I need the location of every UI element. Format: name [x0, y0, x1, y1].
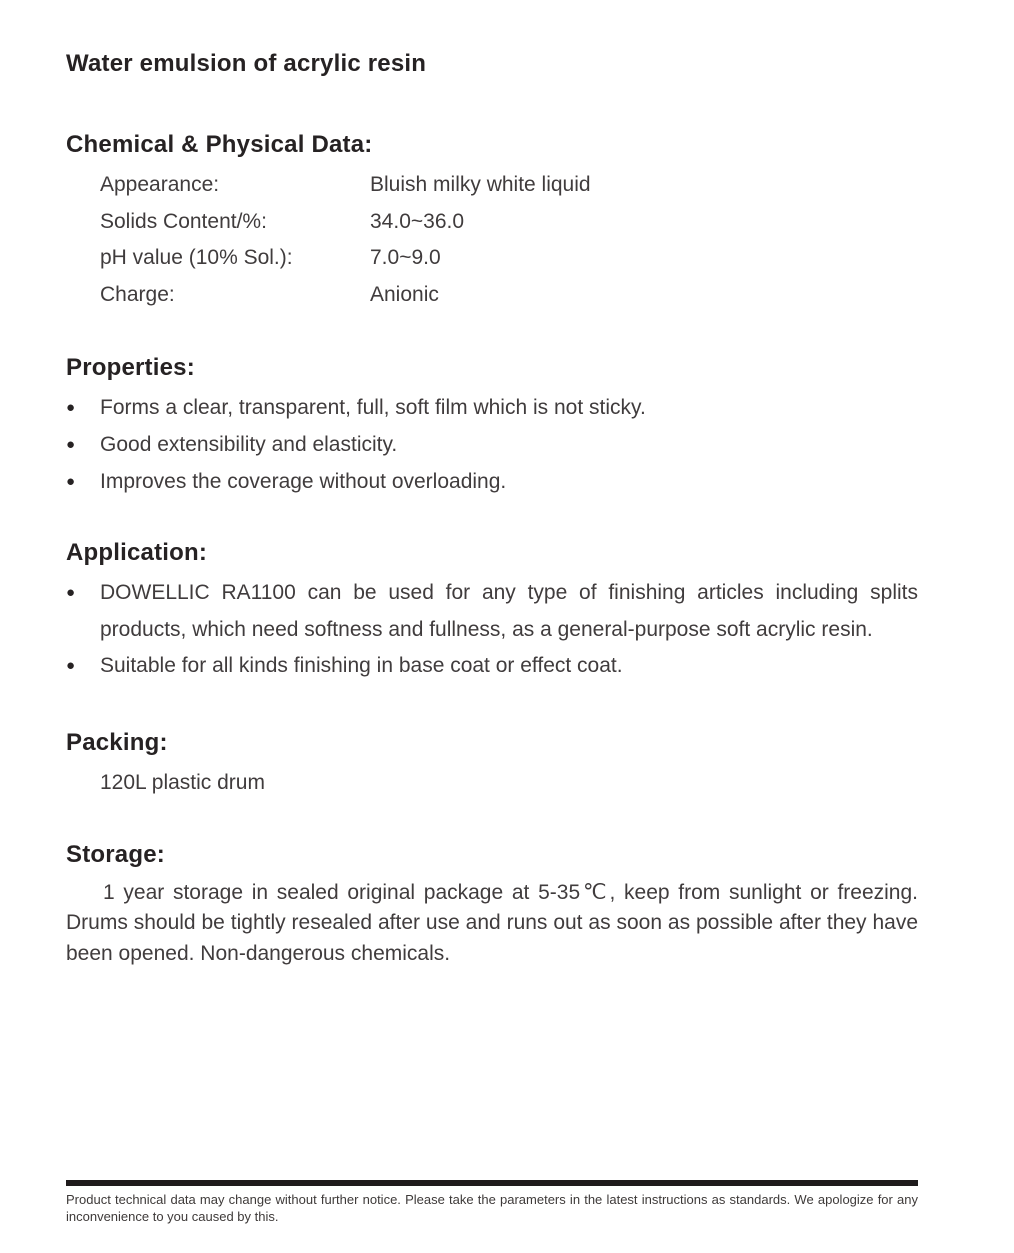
chemical-data-heading: Chemical & Physical Data: — [66, 131, 373, 158]
bullet-icon: ● — [66, 584, 76, 602]
section-properties — [66, 354, 918, 500]
row-label-charge: Charge: — [100, 282, 175, 306]
list-item — [66, 427, 918, 464]
table-row-appearance — [100, 167, 918, 204]
row-value-appearance: Bluish milky white liquid — [370, 173, 591, 196]
application-bullet-list — [66, 575, 918, 685]
list-item — [66, 648, 918, 685]
footer-disclaimer: Product technical data may change without further notice. Please take the parameters in the latest instructions as standards. We apologize for any inconvenience to you caused by this. — [66, 1192, 918, 1224]
row-label-appearance: Appearance: — [100, 173, 220, 196]
list-item — [66, 464, 918, 501]
properties-heading: Properties: — [66, 354, 195, 382]
table-row-solids-content — [100, 204, 918, 241]
section-chemical-physical-data — [66, 131, 918, 313]
application-bullet-text: DOWELLIC RA1100 can be used for any type of finishing articles including splits products, which need softness and fullness, as a general-purpose soft acrylic resin. — [100, 581, 918, 641]
bullet-icon: ● — [66, 435, 76, 453]
footer-divider — [66, 1180, 918, 1186]
properties-bullet-text: Improves the coverage without overloading. — [100, 469, 507, 493]
section-packing — [66, 729, 918, 802]
properties-bullet-text: Forms a clear, transparent, full, soft film which is not sticky. — [100, 396, 646, 420]
section-application — [66, 539, 918, 685]
application-bullet-text: Suitable for all kinds finishing in base coat or effect coat. — [100, 654, 623, 678]
bullet-icon: ● — [66, 657, 76, 675]
footer — [66, 1180, 918, 1225]
packing-body-text: 120L plastic drum — [100, 770, 265, 794]
document-title: Water emulsion of acrylic resin — [66, 50, 427, 77]
row-value-ph-value: 7.0~9.0 — [370, 246, 441, 270]
list-item — [66, 390, 918, 427]
bullet-icon: ● — [66, 399, 76, 417]
section-storage — [66, 841, 918, 970]
properties-bullet-text: Good extensibility and elasticity. — [100, 432, 398, 456]
storage-heading: Storage: — [66, 840, 165, 868]
chemical-data-table — [66, 167, 918, 313]
document-page — [66, 0, 918, 969]
storage-body-text: 1 year storage in sealed original package at 5-35℃, keep from sunlight or freezing. Drums should be tightly resealed after use and runs out as soon as possible after they have been opened. Non-dangerous chemicals. — [66, 880, 918, 965]
row-label-ph-value: pH value (10% Sol.): — [100, 246, 293, 270]
table-row-ph-value — [100, 240, 918, 277]
list-item — [66, 575, 918, 648]
application-heading: Application: — [66, 539, 208, 567]
row-label-solids-content: Solids Content/%: — [100, 209, 267, 233]
table-row-charge — [100, 277, 918, 314]
packing-heading: Packing: — [66, 728, 168, 756]
bullet-icon: ● — [66, 472, 76, 490]
row-value-charge: Anionic — [370, 282, 439, 306]
row-value-solids-content: 34.0~36.0 — [370, 209, 465, 233]
properties-bullet-list — [66, 390, 918, 500]
